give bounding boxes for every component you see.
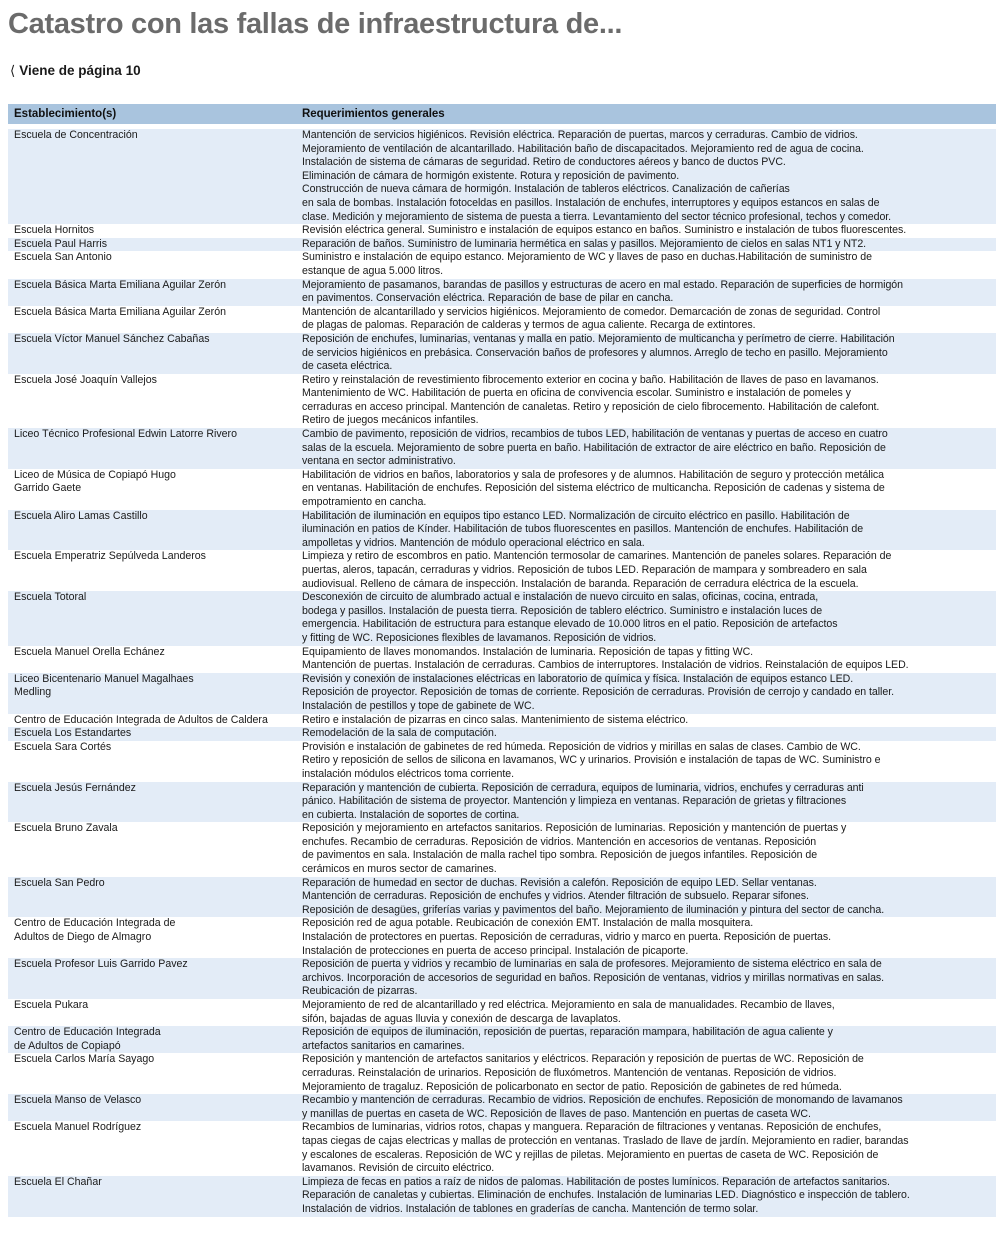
requirements-cell: Reparación de humedad en sector de duchas. Revisión a calefón. Reposición de equipo LED. Sellar ventanas. Mantención de cerraduras. Reposición de enchufes y vidrios. Atender filtración de subsuelo. Reparar sifones. Reposición de desagües, griferías varias y pavimentos del baño. Mejoramiento de iluminación y pintura del sector de cancha.: [302, 876, 885, 916]
table-row: [8, 714, 996, 728]
table-row: [8, 1026, 996, 1053]
chevron-left-icon: ⟨: [10, 63, 16, 78]
requirements-cell: Limpieza y retiro de escombros en patio. Mantención termosolar de camarines. Mantención de paneles solares. Reparación de puertas, aleros, tapacán, cerraduras y vidrios. Reposición de tubos LED. Reparación de mampara y sombreadero en sala audiovisual. Relleno de cámara de inspección. Instalación de baranda. Reparación de cerradura eléctrica de la escuela.: [302, 550, 892, 590]
table-row: [8, 510, 996, 551]
establishment-cell: Escuela Manuel Rodríguez: [14, 1121, 142, 1134]
establishment-cell: Escuela San Antonio: [14, 251, 112, 264]
establishment-cell: Escuela Básica Marta Emiliana Aguilar Zerón: [14, 305, 226, 318]
requirements-cell: Suministro e instalación de equipo estanco. Mejoramiento de WC y llaves de paso en duchas.Habilitación de suministro de estanque de agua 5.000 litros.: [302, 251, 872, 277]
establishment-cell: Escuela Manso de Velasco: [14, 1094, 142, 1107]
table-row: [8, 1094, 996, 1121]
table-row: [8, 958, 996, 999]
table-row: [8, 374, 996, 428]
table-row: [8, 251, 996, 278]
establishment-cell: Centro de Educación Integrada de Adultos de Diego de Almagro: [14, 917, 176, 944]
establishment-cell: Escuela Básica Marta Emiliana Aguilar Zerón: [14, 278, 226, 291]
table-row: [8, 238, 996, 252]
table-row: [8, 1053, 996, 1094]
requirements-cell: Mantención de servicios higiénicos. Revisión eléctrica. Reparación de puertas, marcos y cerraduras. Cambio de vidrios. Mejoramiento de ventilación de alcantarillado. Habilitación baño de discapacitados. Mejoramiento red de agua de cocina. Instalación de sistema de cámaras de seguridad. Retiro de conductores aéreos y banco de ductos PVC. Eliminación de cámara de hormigón existente. Rotura y reposición de pavimento. Construcción de nueva cámara de hormigón. Instalación de tableros eléctricos. Canalización de cañerías en sala de bombas. Instalación fotoceldas en pasillos. Instalación de enchufes, interruptores y equipos estancos en salas de clase. Medición y mejoramiento de sistema de puesta a tierra. Levantamiento del sector técnico profesional, techos y comedor.: [302, 129, 892, 223]
table-row: [8, 673, 996, 714]
establishment-cell: Escuela Paul Harris: [14, 237, 108, 250]
establishment-cell: Escuela Profesor Luis Garrido Pavez: [14, 958, 188, 971]
requirements-cell: Retiro y reinstalación de revestimiento fibrocemento exterior en cocina y baño. Habilitación de llaves de paso en lavamanos. Mantenimiento de WC. Habilitación de puerta en oficina de convivencia escolar. Suministro e instalación de pomeles y cerraduras en acceso principal. Mantención de canaletas. Retiro y reposición de cielo fibrocemento. Habilitación de calefont. Retiro de juegos mecánicos infantiles.: [302, 373, 880, 427]
table-row: [8, 917, 996, 958]
establishment-cell: Escuela El Chañar: [14, 1175, 102, 1188]
requirements-cell: Reposición de puerta y vidrios y recambio de luminarias en sala de profesores. Mejoramiento de sistema eléctrico en sala de archivos. Incorporación de accesorios de seguridad en baños. Reposición de ventanas, vidrios y mirillas normativas en salas. Reubicación de pizarras.: [302, 958, 885, 998]
establishment-cell: Escuela Bruno Zavala: [14, 822, 118, 835]
establishment-cell: Escuela de Concentración: [14, 129, 138, 141]
column-header-requirements: Requerimientos generales: [302, 108, 445, 120]
table-row: [8, 591, 996, 645]
table-row: [8, 877, 996, 918]
requirements-cell: Equipamiento de llaves monomandos. Instalación de luminaria. Reposición de tapas y fitting WC. Mantención de puertas. Instalación de cerraduras. Cambios de interruptores. Instalación de vidrios. Reinstalación de equipos LED.: [302, 645, 909, 672]
requirements-cell: Cambio de pavimento, reposición de vidrios, recambios de tubos LED, habilitación de ventanas y puertas de acceso en cuatro salas de la escuela. Mejoramiento de sobre puerta en baño. Habilitación de extractor de aire eléctrico en baño. Reposición de ventana en sector administrativo.: [302, 428, 888, 468]
establishment-cell: Escuela Emperatriz Sepúlveda Landeros: [14, 550, 206, 563]
establishment-cell: Escuela José Joaquín Vallejos: [14, 373, 157, 386]
table-row: [8, 1121, 996, 1175]
requirements-cell: Mejoramiento de red de alcantarillado y red eléctrica. Mejoramiento en sala de manualidades. Recambio de llaves, sifón, bajadas de aguas lluvia y conexión de descarga de lavaplatos.: [302, 999, 835, 1025]
requirements-cell: Limpieza de fecas en patios a raíz de nidos de palomas. Habilitación de postes lumínicos. Reparación de artefactos sanitarios. Reparación de canaletas y cubiertas. Eliminación de enchufes. Instalación de luminarias LED. Diagnóstico e inspección de tablero. Instalación de vidrios. Instalación de tablones en graderías de cancha. Mantención de termo solar.: [302, 1175, 910, 1215]
table-row: [8, 224, 996, 238]
table-row: [8, 741, 996, 782]
table-row: [8, 782, 996, 823]
requirements-table: [8, 104, 996, 1217]
table-row: [8, 727, 996, 741]
establishment-cell: Escuela Hornitos: [14, 224, 95, 237]
requirements-cell: Provisión e instalación de gabinetes de red húmeda. Reposición de vidrios y mirillas en salas de clases. Cambio de WC. Retiro y reposición de sellos de silicona en lavamanos, WC y urinarios. Provisión e instalación de tapas de WC. Suministro e instalación módulos eléctricos toma corriente.: [302, 740, 881, 780]
requirements-cell: Remodelación de la sala de computación.: [302, 727, 497, 740]
table-row: [8, 129, 996, 224]
establishment-cell: Escuela Totoral: [14, 591, 87, 604]
column-header-establishment: Establecimiento(s): [14, 108, 117, 120]
requirements-cell: Habilitación de vidrios en baños, laboratorios y sala de profesores y de alumnos. Habilitación de seguro y protección metálica en ventanas. Habilitación de enchufes. Reposición del sistema eléctrico de multicancha. Reposición de cadenas y sistema de empotramiento en cancha.: [302, 468, 885, 509]
requirements-cell: Retiro e instalación de pizarras en cinco salas. Mantenimiento de sistema eléctrico.: [302, 713, 689, 726]
establishment-cell: Escuela Aliro Lamas Castillo: [14, 509, 148, 522]
establishment-cell: Escuela Sara Cortés: [14, 740, 112, 753]
establishment-cell: Escuela Los Estandartes: [14, 727, 132, 740]
establishment-cell: Escuela San Pedro: [14, 876, 105, 889]
establishment-cell: Liceo Técnico Profesional Edwin Latorre Rivero: [14, 428, 237, 441]
establishment-cell: Escuela Víctor Manuel Sánchez Cabañas: [14, 332, 210, 345]
establishment-cell: Liceo Bicentenario Manuel Magalhaes Medling: [14, 672, 194, 699]
table-row: [8, 333, 996, 374]
requirements-cell: Reposición de equipos de iluminación, reposición de puertas, reparación mampara, habilitación de agua caliente y artefactos sanitarios en camarines.: [302, 1026, 833, 1052]
table-row: [8, 1176, 996, 1217]
page-title: Catastro con las fallas de infraestructura de...: [8, 8, 623, 40]
establishment-cell: Escuela Jesús Fernández: [14, 781, 136, 794]
table-row: [8, 279, 996, 306]
requirements-cell: Reposición y mantención de artefactos sanitarios y eléctricos. Reparación y reposición de puertas de WC. Reposición de cerraduras. Reinstalación de urinarios. Reposición de fluxómetros. Mantención de ventanas. Reposición de vidrios. Mejoramiento de tragaluz. Reposición de policarbonato en sector de patio. Reposición de gabinetes de red húmeda.: [302, 1053, 864, 1093]
requirements-cell: Reposición red de agua potable. Reubicación de conexión EMT. Instalación de malla mosquitera. Instalación de protectores en puertas. Reposición de cerraduras, vidrio y marco en puerta. Reposición de puertas. Instalación de protecciones en puerta de acceso principal. Instalación de picaporte.: [302, 917, 832, 957]
continuation-note: [10, 63, 141, 79]
table-header: [8, 104, 996, 124]
establishment-cell: Escuela Carlos María Sayago: [14, 1053, 155, 1066]
establishment-cell: Escuela Pukara: [14, 999, 89, 1011]
requirements-cell: Recambio y mantención de cerraduras. Recambio de vidrios. Reposición de enchufes. Reposición de monomando de lavamanos y manillas de puertas en caseta de WC. Reposición de llaves de paso. Mantención en puertas de caseta WC.: [302, 1094, 903, 1120]
requirements-cell: Habilitación de iluminación en equipos tipo estanco LED. Normalización de circuito eléctrico en pasillo. Habilitación de iluminación en patios de Kínder. Habilitación de tubos fluorescentes en pasillos. Mantención de enchufes. Habilitación de ampolletas y vidrios. Mantención de módulo operacional eléctrico en sala.: [302, 509, 864, 549]
table-body: [8, 124, 996, 1217]
requirements-cell: Revisión eléctrica general. Suministro e instalación de equipos estanco en baños. Suministro e instalación de tubos fluorescentes.: [302, 224, 907, 237]
establishment-cell: Escuela Manuel Orella Echánez: [14, 645, 165, 658]
table-row: [8, 469, 996, 510]
table-row: [8, 999, 996, 1026]
requirements-cell: Mejoramiento de pasamanos, barandas de pasillos y estructuras de acero en mal estado. Reparación de superficies de hormigón en pavimentos. Conservación eléctrica. Reparación de base de pilar en cancha.: [302, 278, 903, 305]
establishment-cell: Liceo de Música de Copiapó Hugo Garrido Gaete: [14, 468, 176, 495]
table-row: [8, 550, 996, 591]
requirements-cell: Reposición de enchufes, luminarias, ventanas y malla en patio. Mejoramiento de multicancha y perímetro de cierre. Habilitación de servicios higiénicos en prebásica. Conservación baños de profesores y alumnos. Arreglo de techo en pasillo. Mejoramiento de caseta eléctrica.: [302, 332, 895, 373]
requirements-cell: Reparación y mantención de cubierta. Reposición de cerradura, equipos de luminaria, vidrios, enchufes y cerraduras anti pánico. Habilitación de sistema de proyector. Mantención y limpieza en ventanas. Reparación de grietas y filtraciones en cubierta. Instalación de soportes de cortina.: [302, 781, 864, 821]
table-row: [8, 822, 996, 876]
requirements-cell: Recambios de luminarias, vidrios rotos, chapas y manguera. Reparación de filtraciones y ventanas. Reposición de enchufes, tapas ciegas de cajas electricas y mallas de protección en ventanas. Traslado de llave de jardín. Mejoramiento en radier, barandas y escalones de escaleras. Reposición de WC y rejillas de piletas. Mejoramiento en puertas de caseta de WC. Reposición de lavamanos. Revisión de circuito eléctrico.: [302, 1121, 909, 1175]
table-row: [8, 428, 996, 469]
requirements-cell: Reparación de baños. Suministro de luminaria hermética en salas y pasillos. Mejoramiento de cielos en salas NT1 y NT2.: [302, 237, 867, 250]
establishment-cell: Centro de Educación Integrada de Adultos de Copiapó: [14, 1026, 161, 1052]
requirements-cell: Mantención de alcantarillado y servicios higiénicos. Mejoramiento de comedor. Demarcación de zonas de seguridad. Control de plagas de palomas. Reparación de calderas y termos de agua caliente. Recarga de extintores.: [302, 305, 881, 332]
requirements-cell: Desconexión de circuito de alumbrado actual e instalación de nuevo circuito en salas, oficinas, cocina, entrada, bodega y pasillos. Instalación de puesta tierra. Reposición de tablero eléctrico. Suministro e instalación luces de emergencia. Habilitación de estructura para estanque elevado de 10.000 litros en el patio. Reposición de artefactos y fitting de WC. Reposiciones flexibles de lavamanos. Reposición de vidrios.: [302, 591, 838, 644]
requirements-cell: Revisión y conexión de instalaciones eléctricas en laboratorio de química y física. Instalación de equipos estanco LED. Reposición de proyector. Reposición de tomas de corriente. Reposición de cerraduras. Provisión de cerrojo y candado en taller. Instalación de pestillos y tope de gabinete de WC.: [302, 672, 894, 712]
continuation-text: Viene de página 10: [19, 63, 141, 78]
establishment-cell: Centro de Educación Integrada de Adultos de Caldera: [14, 713, 268, 726]
table-row: [8, 646, 996, 673]
table-row: [8, 306, 996, 333]
requirements-cell: Reposición y mejoramiento en artefactos sanitarios. Reposición de luminarias. Reposición y mantención de puertas y enchufes. Recambio de cerraduras. Reposición de vidrios. Mantención en accesorios de ventanas. Reposición de pavimentos en sala. Instalación de malla rachel tipo sombra. Reposición de juegos infantiles. Reposición de cerámicos en muros sector de camarines.: [302, 822, 847, 876]
